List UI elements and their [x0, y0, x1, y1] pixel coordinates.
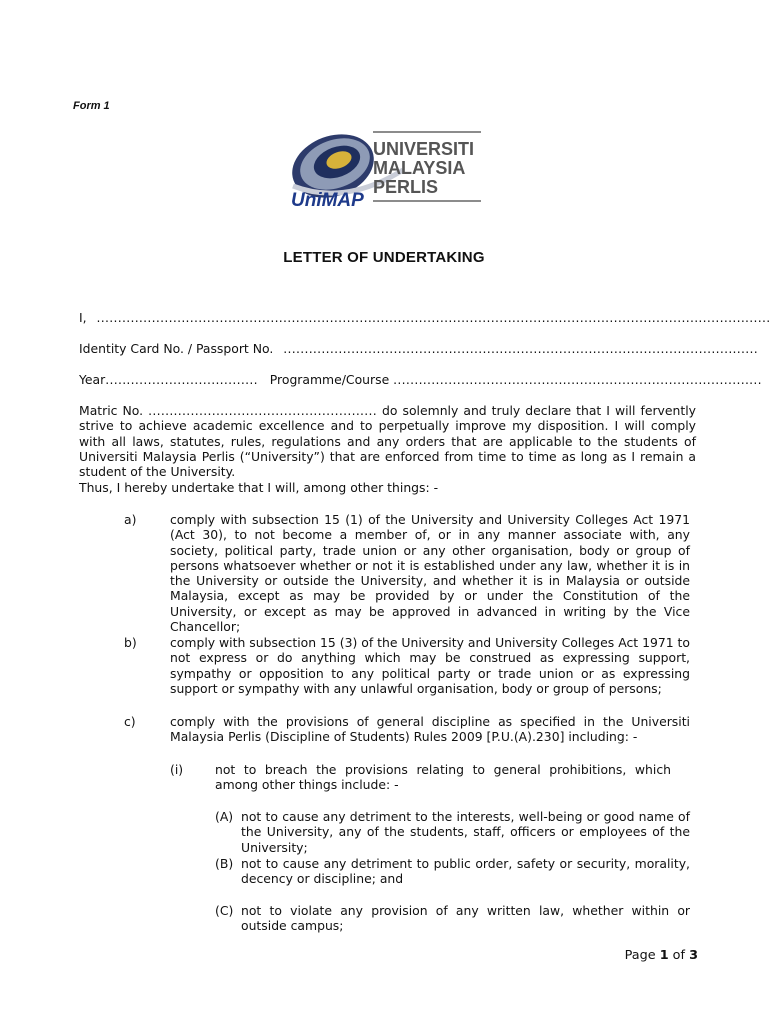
- logo-text-perlis: PERLIS: [373, 177, 439, 197]
- identity-card-field: [79, 341, 758, 356]
- logo-brand-unimap: UniMAP: [291, 190, 364, 211]
- logo-text-universiti: UNIVERSITI: [373, 139, 475, 159]
- logo-text-malaysia: MALAYSIA: [373, 158, 466, 178]
- subitem-marker-i: (i): [170, 762, 184, 777]
- item-marker-c: c): [124, 714, 136, 729]
- page-word: Page: [624, 948, 656, 963]
- clause-marker-c: (C): [215, 903, 234, 918]
- declaration-text: do solemnly and truly declare that I will fervently strive to achieve academic excellence and to perpetually improve my disposition. I will comply with all laws, statutes, rules, regulations and any orders that are applicable to the students of Universiti Malaysia Perlis (“University”) that are enforced from time to time as long as I remain a student of the University.: [79, 403, 696, 480]
- year-label: Year: [79, 372, 106, 387]
- undertaking-intro: Thus, I hereby undertake that I will, among other things: -: [79, 480, 439, 495]
- item-text-a: comply with subsection 15 (1) of the University and University Colleges Act 1971 (Act 30), to not become a member of, or in any manner associate with, any society, political party, trade union or any other organisation, body or group of persons whatsoever whether or not it is established under any law, whether it is in the University or outside the University, and whether it is in Malaysia or outside Malaysia, except as may be provided by or under the Constitution of the University, or except as may be approved in advanced in writing by the Vice Chancellor;: [170, 512, 690, 635]
- name-blank: ...............................................................................................................................................................: [96, 310, 771, 325]
- clause-marker-b: (B): [215, 856, 234, 871]
- programme-label: Programme/Course: [269, 372, 390, 387]
- form-number: Form 1: [73, 100, 110, 112]
- undertaking-clause-a: [215, 809, 690, 855]
- of-word: of: [672, 948, 686, 963]
- item-text-b: comply with subsection 15 (3) of the University and University Colleges Act 1971 to not express or do anything which may be construed as expressing support, sympathy or opposition to any political party or trade union or as expressing support or sympathy with any unlawful organisation, body or group of persons;: [170, 635, 690, 696]
- undertaking-subitem-i: [170, 762, 690, 793]
- undertaking-item-b: [124, 635, 690, 696]
- document-title: LETTER OF UNDERTAKING: [283, 249, 485, 266]
- item-marker-b: b): [124, 635, 137, 650]
- year-programme-field: [79, 372, 762, 387]
- total-pages: 3: [689, 948, 698, 963]
- undertaking-clause-c: [215, 903, 690, 934]
- university-logo: [285, 122, 497, 212]
- clause-marker-a: (A): [215, 809, 234, 824]
- name-label: I,: [79, 310, 87, 325]
- name-field: [79, 310, 771, 325]
- matric-blank: ......................................................: [148, 403, 378, 418]
- identity-card-blank: ................................................................................................................: [283, 341, 758, 356]
- declaration-paragraph: [79, 403, 696, 479]
- clause-text-c: not to violate any provision of any written law, whether within or outside campus;: [241, 903, 690, 934]
- current-page: 1: [659, 948, 669, 963]
- identity-card-label: Identity Card No. / Passport No.: [79, 341, 274, 356]
- clause-text-b: not to cause any detriment to public order, safety or security, morality, decency or discipline; and: [241, 856, 690, 887]
- clause-text-a: not to cause any detriment to the interests, well-being or good name of the University, any of the students, staff, officers or employees of the University;: [241, 809, 690, 855]
- undertaking-item-c: [124, 714, 690, 745]
- item-marker-a: a): [124, 512, 137, 527]
- undertaking-clause-b: [215, 856, 690, 887]
- matric-label: Matric No.: [79, 403, 144, 418]
- subitem-text-i: not to breach the provisions relating to general prohibitions, which among other things include: -: [215, 762, 671, 793]
- item-text-c: comply with the provisions of general discipline as specified in the Universiti Malaysia Perlis (Discipline of Students) Rules 2009 [P.U.(A).230] including: -: [170, 714, 690, 745]
- page-number: [625, 948, 698, 963]
- undertaking-item-a: [124, 512, 690, 634]
- programme-blank: .......................................................................................: [393, 372, 762, 387]
- year-blank: ....................................: [105, 372, 258, 387]
